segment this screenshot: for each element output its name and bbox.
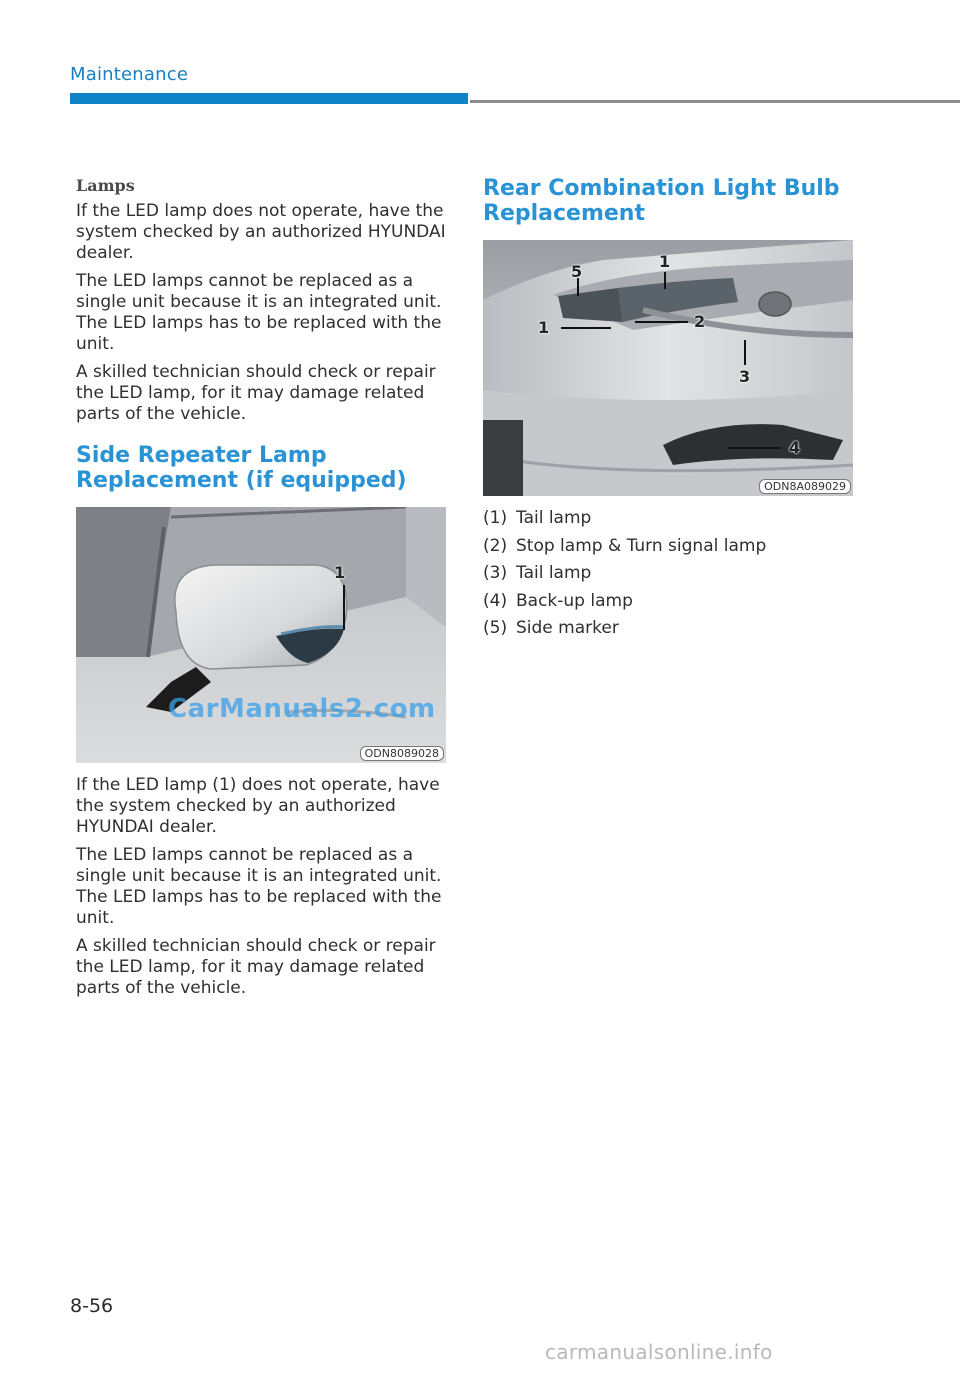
part-number: (4) [483, 590, 508, 611]
intro-paragraph-2: The LED lamps cannot be replaced as a single unit because it is an integrated unit. The LED lamps has to be replaced with the unit. [76, 271, 442, 354]
callout-4: 4 [789, 438, 801, 457]
figure-code: ODN8089028 [360, 746, 444, 761]
list-item [483, 618, 855, 639]
rear-lamps-illustration [483, 240, 853, 496]
list-item [483, 591, 855, 612]
callout-5: 5 [571, 262, 583, 281]
left-column [76, 176, 448, 1006]
list-item [483, 508, 855, 529]
part-number: (2) [483, 535, 508, 556]
body-paragraph-3: A skilled technician should check or repair the LED lamp, for it may damage related parts of the vehicle. [76, 936, 436, 998]
body-paragraph-2: The LED lamps cannot be replaced as a single unit because it is an integrated unit. The LED lamps has to be replaced with the unit. [76, 845, 442, 928]
header-rule-blue [70, 93, 468, 104]
part-number: (5) [483, 618, 508, 638]
list-item [483, 563, 855, 584]
intro-paragraph-3: A skilled technician should check or repair the LED lamp, for it may damage related parts of the vehicle. [76, 362, 436, 424]
part-label: Tail lamp [516, 508, 592, 528]
body-paragraph-1: If the LED lamp (1) does not operate, have the system checked by an authorized HYUNDAI dealer. [76, 775, 440, 837]
part-number: (1) [483, 508, 508, 528]
figure-code: ODN8A089029 [759, 479, 851, 494]
page-number: 8-56 [70, 1295, 114, 1317]
callout-2: 2 [694, 312, 706, 331]
rear-lamps-figure [483, 240, 853, 496]
section-label: Maintenance [70, 64, 189, 85]
parts-list [483, 508, 855, 639]
rear-combination-heading: Rear Combination Light Bulb Replacement [483, 176, 840, 226]
callout-1-upper: 1 [659, 252, 671, 271]
callout-1: 1 [334, 563, 346, 582]
side-repeater-heading: Side Repeater Lamp Replacement (if equipped) [76, 443, 407, 493]
part-label: Stop lamp & Turn signal lamp [516, 535, 767, 556]
part-number: (3) [483, 563, 508, 583]
part-label: Back-up lamp [516, 590, 633, 611]
side-mirror-illustration [76, 507, 446, 763]
intro-paragraph-1: If the LED lamp does not operate, have the system checked by an authorized HYUNDAI dealer. [76, 201, 446, 263]
part-label: Side marker [516, 618, 619, 638]
list-item [483, 536, 855, 557]
lamps-subhead: Lamps [76, 176, 135, 195]
right-column [483, 176, 855, 646]
callout-1-lower: 1 [538, 318, 550, 337]
header-rule-gray [470, 100, 960, 103]
footer-site-link[interactable]: carmanualsonline.info [545, 1340, 773, 1364]
watermark: CarManuals2.com [168, 694, 436, 724]
callout-3: 3 [739, 367, 751, 386]
side-mirror-figure [76, 507, 446, 763]
part-label: Tail lamp [516, 563, 592, 583]
